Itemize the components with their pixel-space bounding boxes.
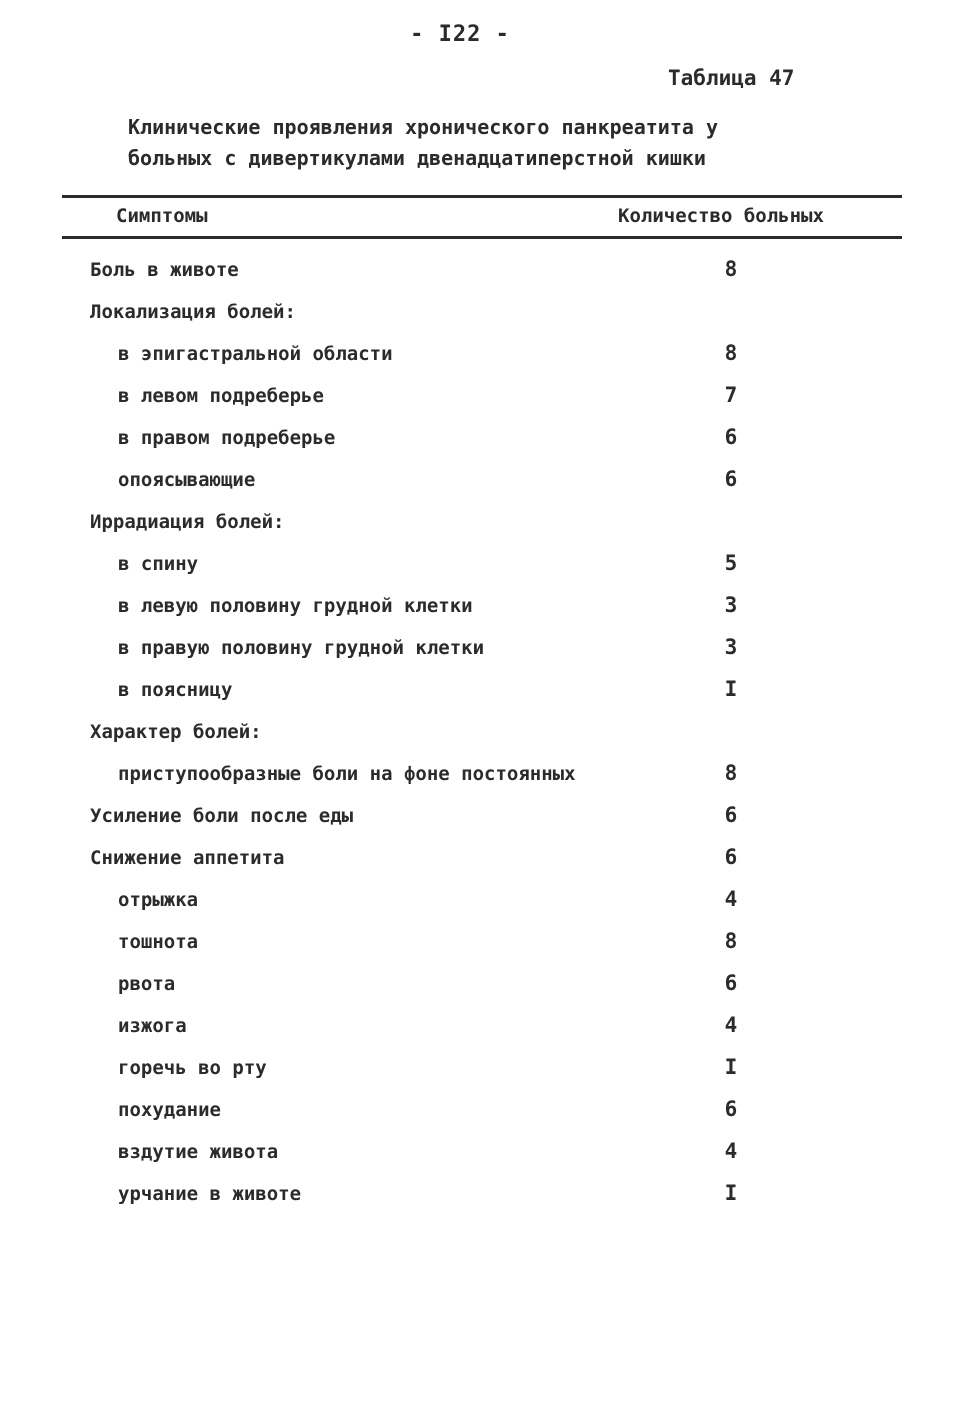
symptom-label: горечь во рту [118, 1057, 267, 1079]
table-row [0, 298, 965, 340]
table-title [128, 112, 828, 174]
table-row [0, 634, 965, 676]
symptom-label: изжога [118, 1015, 187, 1037]
table-row [0, 466, 965, 508]
table-row [0, 718, 965, 760]
symptom-label: в поясницу [118, 679, 233, 701]
symptom-label: в правом подреберье [118, 427, 336, 449]
symptom-label: в правую половину грудной клетки [118, 637, 485, 659]
patient-count: I [724, 677, 738, 701]
table-title-line: Клинические проявления хронического панкреатита у [128, 115, 719, 139]
patient-count: I [724, 1181, 738, 1205]
column-header-count: Количество больных [618, 205, 824, 227]
table-row [0, 508, 965, 550]
table-row [0, 340, 965, 382]
patient-count: 6 [724, 845, 738, 869]
patient-count: 4 [724, 1139, 738, 1163]
patient-count: 4 [724, 887, 738, 911]
patient-count: 4 [724, 1013, 738, 1037]
symptom-label: в левом подреберье [118, 385, 324, 407]
table-row [0, 424, 965, 466]
table-top-rule [62, 195, 902, 198]
patient-count: 8 [724, 929, 738, 953]
patient-count: 8 [724, 341, 738, 365]
page-number: - I22 - [410, 22, 510, 47]
symptom-label: вздутие живота [118, 1141, 279, 1163]
symptom-label: в спину [118, 553, 199, 575]
table-body [0, 256, 965, 1222]
table-row [0, 1138, 965, 1180]
table-row [0, 676, 965, 718]
symptom-label: Боль в животе [90, 259, 239, 281]
symptom-label: Снижение аппетита [90, 847, 285, 869]
patient-count: 6 [724, 803, 738, 827]
table-row [0, 760, 965, 802]
table-row [0, 802, 965, 844]
table-header-rule [62, 236, 902, 239]
symptom-label: тошнота [118, 931, 199, 953]
table-row [0, 970, 965, 1012]
symptom-label: в левую половину грудной клетки [118, 595, 473, 617]
symptom-label: опоясывающие [118, 469, 256, 491]
patient-count: I [724, 1055, 738, 1079]
symptom-label: рвота [118, 973, 176, 995]
patient-count: 3 [724, 635, 738, 659]
symptom-label: отрыжка [118, 889, 199, 911]
table-row [0, 886, 965, 928]
patient-count: 6 [724, 1097, 738, 1121]
patient-count: 5 [724, 551, 738, 575]
table-row [0, 1180, 965, 1222]
table-row [0, 592, 965, 634]
patient-count: 6 [724, 467, 738, 491]
symptom-label: Усиление боли после еды [90, 805, 354, 827]
patient-count: 8 [724, 761, 738, 785]
column-header-symptoms: Симптомы [116, 205, 208, 227]
symptom-label: приступообразные боли на фоне постоянных [118, 763, 576, 785]
table-row [0, 382, 965, 424]
table-row [0, 256, 965, 298]
symptom-label: похудание [118, 1099, 221, 1121]
symptom-label: Локализация болей: [90, 301, 296, 323]
patient-count: 3 [724, 593, 738, 617]
table-title-line: больных с дивертикулами двенадцатиперстной кишки [128, 146, 706, 170]
symptom-label: урчание в животе [118, 1183, 302, 1205]
table-row [0, 1054, 965, 1096]
symptom-label: в эпигастральной области [118, 343, 393, 365]
patient-count: 6 [724, 425, 738, 449]
symptom-label: Характер болей: [90, 721, 262, 743]
patient-count: 7 [724, 383, 738, 407]
table-row [0, 1012, 965, 1054]
table-row [0, 928, 965, 970]
symptom-label: Иррадиация болей: [90, 511, 285, 533]
table-row [0, 844, 965, 886]
table-row [0, 550, 965, 592]
table-row [0, 1096, 965, 1138]
patient-count: 8 [724, 257, 738, 281]
table-label: Таблица 47 [668, 66, 795, 90]
patient-count: 6 [724, 971, 738, 995]
